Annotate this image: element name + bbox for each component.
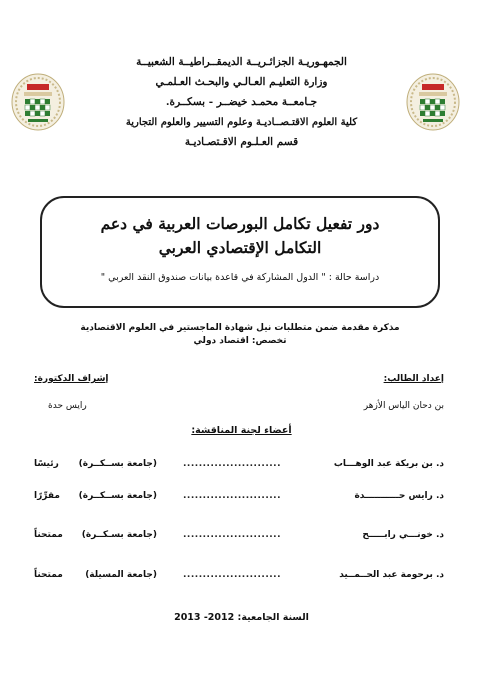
member-name: د. بن بريكة عبد الوهـــاب — [333, 459, 444, 469]
committee-member — [34, 570, 444, 584]
specialization: تخصص: اقتصاد دولي — [193, 336, 287, 346]
dotted-leader: ......................... — [183, 459, 281, 469]
member-institution: (جامعة بسـكــرة) — [81, 530, 157, 540]
member-role: رئيسًا — [34, 459, 59, 469]
academic-year: السنة الجامعية: 2012- 2013 — [174, 612, 309, 623]
member-name: د. برحومة عبد الحــمــيد — [339, 570, 444, 580]
committee-member — [34, 491, 444, 505]
member-institution: (جامعة المسيلة) — [85, 570, 157, 580]
member-institution: (جامعة بســكــرة) — [78, 459, 157, 469]
dotted-leader: ......................... — [183, 570, 281, 580]
republic-name: الجمهـوريـة الجزائـريــة الديمقــراطيــة الشعبيــة — [136, 56, 347, 68]
university-logo-left — [10, 72, 66, 132]
institution-header — [80, 56, 403, 156]
thesis-title: دور تفعيل تكامل البورصات العربية في دعم التكامل الإقتصادي العربي — [100, 214, 380, 257]
committee-member — [34, 459, 444, 473]
university-name: جـامعــة محمـد خيضــر - بسكــرة. — [165, 96, 318, 108]
member-name: د. خونـــي رابـــــح — [362, 530, 444, 540]
committee-member — [34, 530, 444, 544]
dotted-leader: ......................... — [183, 491, 281, 501]
member-role: مقرِّرًا — [34, 491, 60, 501]
supervisor-label: إشراف الدكتورة: — [34, 374, 109, 384]
memo-statement: مذكرة مقدمة ضمن متطلبات نيل شهادة الماجستير في العلوم الاقتصادية — [80, 323, 400, 333]
student-label: إعداد الطالب: — [383, 374, 444, 384]
student-name: بن دحان الياس الأزهر — [363, 401, 444, 411]
committee-title: أعضاء لجنة المناقشة: — [191, 425, 292, 436]
case-study-subtitle: دراسة حالة : " الدول المشاركة في قاعدة بيانات صندوق النقد العربي " — [100, 272, 380, 283]
ministry-name: وزارة التعليـم العـالـي والبحـث العـلمـي — [155, 76, 328, 88]
dotted-leader: ......................... — [183, 530, 281, 540]
department-name: قسم العـلـوم الاقـتصـاديـة — [184, 136, 299, 148]
member-name: د. رايس حـــــــــــدة — [354, 491, 444, 501]
faculty-name: كلية العلوم الاقتـصــاديـة وعلوم التسيير والعلوم التجارية — [125, 117, 358, 128]
member-institution: (جامعة بســكــرة) — [78, 491, 157, 501]
supervisor-name: رايس حدة — [48, 401, 87, 411]
member-role: ممتحناً — [34, 570, 63, 580]
thesis-title-box — [40, 196, 440, 308]
member-role: ممتحناً — [34, 530, 63, 540]
university-logo-right — [405, 72, 461, 132]
